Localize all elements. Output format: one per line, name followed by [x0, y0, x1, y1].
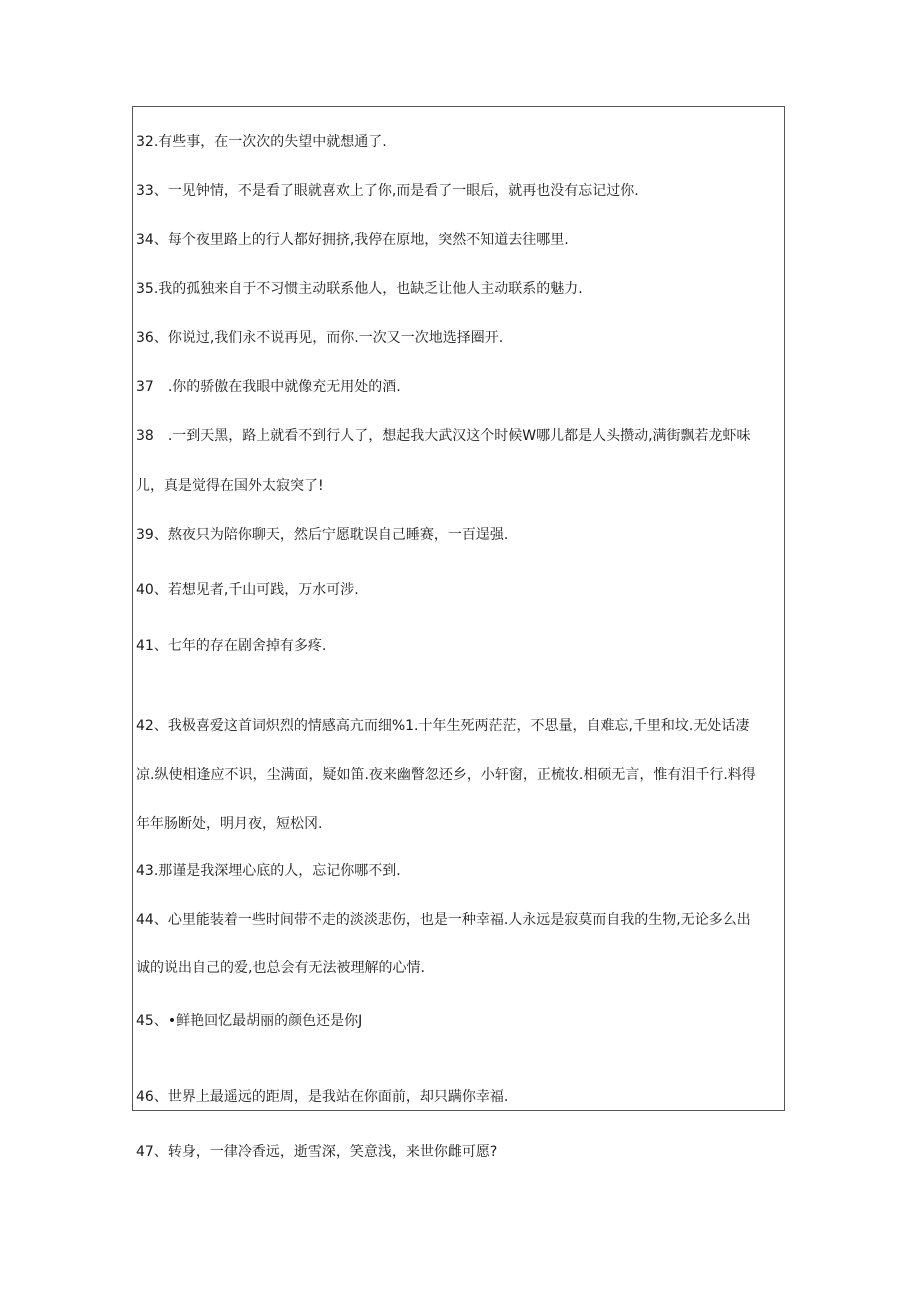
- text-line: 35.我的孤独来自于不习惯主动联系他人，也缺乏让他人主动联系的魅力.: [136, 281, 583, 297]
- text-line: 46、世界上最遥远的距周，是我站在你面前，却只蹒你幸福.: [136, 1089, 509, 1105]
- text-line: 36、你说过,我们永不说再见，而你.一次又一次地选择圈开.: [136, 330, 504, 346]
- text-line: 凉.纵使相逢应不识，尘满面，疑如笛.夜来幽瞥忽还乡，小轩窗，正梳妆.相硕无言，惟有泪千行.料得: [136, 767, 756, 783]
- text-line: 38 .一到天黑，路上就看不到行人了，想起我大武汉这个时候W哪儿都是人头攒动,满街飘若龙虾味: [136, 428, 751, 444]
- text-line: 41、七年的存在剧舍掉有多疼.: [136, 638, 327, 654]
- text-line: 33、一见钟情，不是看了眼就喜欢上了你,而是看了一眼后，就再也没有忘记过你.: [136, 183, 639, 199]
- text-line: 34、每个夜里路上的行人都好拥挤,我停在原地，突然不知道去往哪里.: [136, 232, 569, 248]
- text-line: 47、转身，一律冷香远，逝雪深，笑意浅，来世你雌可愿?: [136, 1144, 498, 1160]
- text-line: 儿，真是觉得在国外太寂突了!: [136, 478, 324, 494]
- text-line: 45、•鲜艳回忆最胡丽的颜色还是你J: [136, 1013, 363, 1029]
- text-line: 44、心里能装着一些时间带不走的淡淡悲伤，也是一种幸福.人永远是寂莫而自我的生物,无论多么出: [136, 912, 751, 928]
- text-line: 年年肠断处，明月夜，短松冈.: [136, 816, 323, 832]
- text-line: 37 .你的骄傲在我眼中就像充无用处的酒.: [136, 379, 401, 395]
- text-line: 39、熬夜只为陪你聊天，然后宁愿耽误自己睡赛，一百逞强.: [136, 527, 509, 543]
- text-line: 32.有些事，在一次次的失望中就想通了.: [136, 134, 387, 150]
- text-line: 42、我极喜爱这首词炽烈的情感高亢而细%1.十年生死两茫茫，不思量，自难忘,千里和坟.无处话凄: [136, 718, 750, 734]
- text-line: 40、若想见者,千山可践，万水可涉.: [136, 582, 359, 598]
- text-line: 诚的说出自己的爱,也总会有无法被理解的心情.: [136, 960, 425, 976]
- text-line: 43.那谨是我深埋心底的人，忘记你哪不到.: [136, 863, 401, 879]
